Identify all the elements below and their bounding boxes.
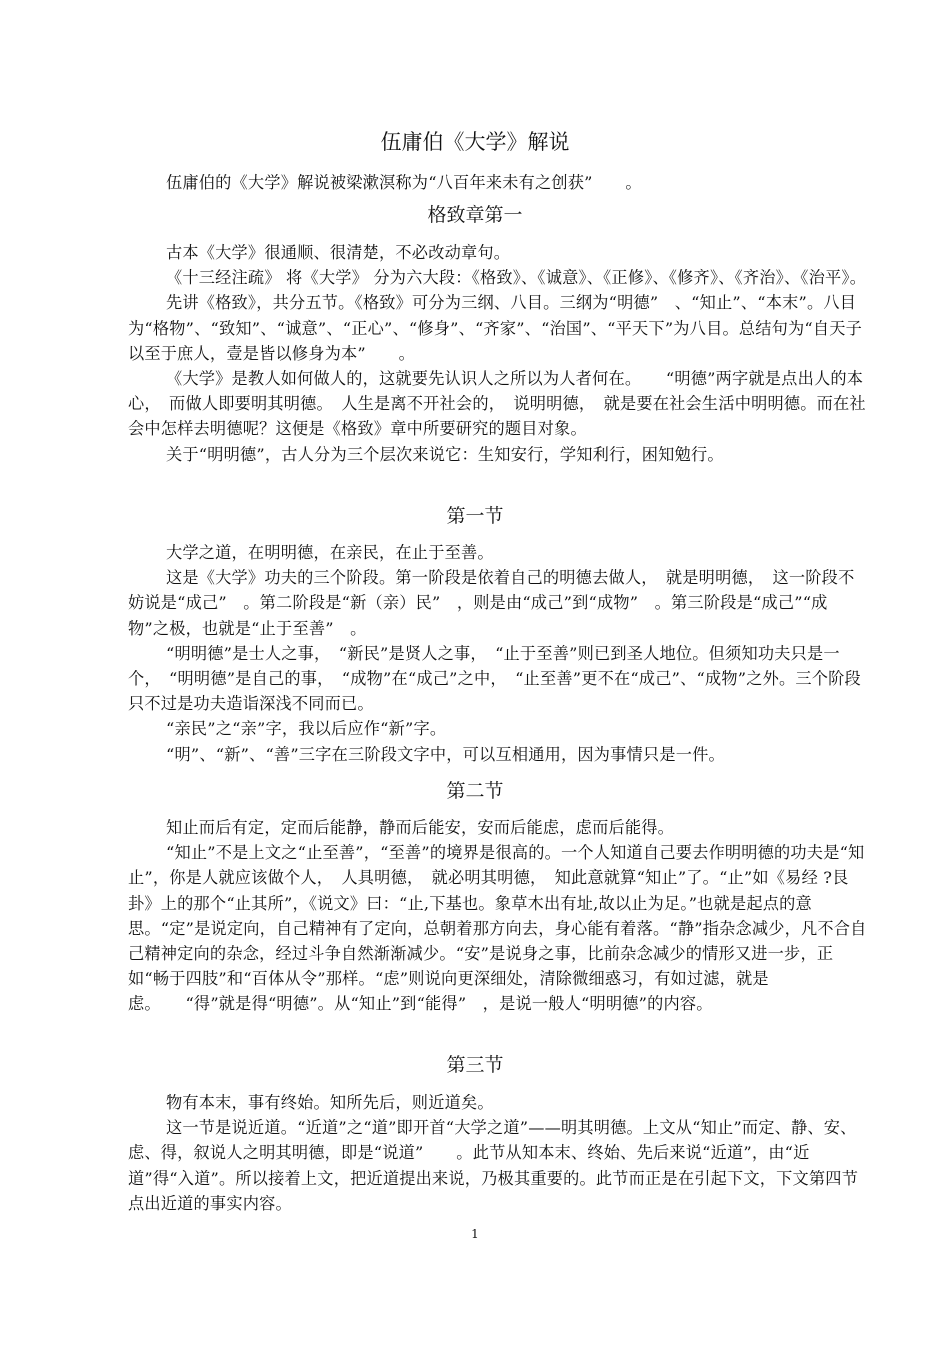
section-heading: 第三节 bbox=[446, 1054, 504, 1076]
paragraph: 大学之道，在明明德，在亲民，在止于至善。 bbox=[166, 543, 494, 562]
intro-paragraph: 伍庸伯的《大学》解说被梁漱溟称为“八百年来未有之创获” 。 bbox=[166, 173, 642, 192]
paragraph: 《大学》是教人如何做人的，这就要先认识人之所以为人者何在。 “明德”两字就是点出人的本心， 而做人即要明其明德。 人生是离不开社会的， 说明明德， 就是要在社会生活中明明德。而在社会中怎样去明德呢？这便是《格致》章中所要研究的题目对象。 bbox=[128, 369, 866, 439]
paragraph: 《十三经注疏》 将《大学》 分为六大段：《格致》、《诚意》、《正修》、《修齐》、《齐治》、《治平》。 bbox=[166, 268, 867, 288]
paragraph: “明明德”是士人之事， “新民”是贤人之事， “止于至善”则已到圣人地位。但须知功夫只是一个， “明明德”是自己的事， “成物”在“成己”之中， “止至善”更不在“成己”、“成物”之外。三个阶段只不过是功夫造诣深浅不同而已。 bbox=[128, 643, 861, 714]
paragraph: 先讲《格致》，共分五节。《格致》可分为三纲、八目。三纲为“明德” 、“知止”、“本末”。八目为“格物”、“致知”、“诚意”、“正心”、“修身”、“齐家”、“治国”、“平天下”为八目。总结句为“自天子以至于庶人，壹是皆以修身为本” 。 bbox=[128, 293, 863, 363]
paragraph: 知止而后有定，定而后能静，静而后能安，安而后能虑，虑而后能得。 bbox=[166, 818, 675, 837]
section-heading: 第二节 bbox=[446, 780, 504, 802]
paragraph: 物有本末，事有终始。知所先后，则近道矣。 bbox=[166, 1093, 494, 1112]
section-body bbox=[128, 1090, 868, 1216]
intro-block bbox=[128, 170, 868, 195]
paragraph: “知止”不是上文之“止至善”，“至善”的境界是很高的。一个人知道自己要去作明明德的功夫是“知止”，你是人就应该做个人， 人具明德， 就必明其明德， 知此意就算“知止”了。“止”如《易经 ?艮卦》上的那个“止其所”，《说文》曰：“止,下基也。象草木出有址,故以止为足。”也就是起点的意思。“定”是说定向，自己精神有了定向，总朝着那方向去，身心能有着落。“静”指杂念减少，凡不合自己精神定向的杂念，经过斗争自然渐渐减少。“安”是说身之事，比前杂念减少的情形又进一步，正如“畅于四肢”和“百体从令”那样。“虑”则说向更深细处，清除微细惑习，有如过滤，就是虑。 “得”就是得“明德”。从“知止”到“能得” ，是说一般人“明明德”的内容。 bbox=[128, 843, 867, 1014]
chapter-heading: 格致章第一 bbox=[427, 204, 523, 226]
document-title: 伍庸伯《大学》解说 bbox=[380, 130, 570, 154]
paragraph: 关于“明明德”，古人分为三个层次来说它：生知安行，学知利行，困知勉行。 bbox=[166, 444, 724, 464]
paragraph: 这是《大学》功夫的三个阶段。第一阶段是依着自己的明德去做人， 就是明明德， 这一阶段不妨说是“成己” 。第二阶段是“新（亲）民” ，则是由“成己”到“成物” 。第三阶段是“成己”“成物”之极，也就是“止于至善” 。 bbox=[128, 568, 855, 638]
section-body bbox=[128, 815, 868, 1017]
paragraph: 古本《大学》很通顺、很清楚，不必改动章句。 bbox=[166, 243, 511, 262]
paragraph: “亲民”之“亲”字，我以后应作“新”字。 bbox=[166, 719, 447, 739]
paragraph: 这一节是说近道。“近道”之“道”即开首“大学之道”——明其明德。上文从“知止”而定、静、安、虑、得，叙说人之明其明德，即是“说道” 。此节从知本末、终始、先后来说“近道”，由“近道”得“入道”。所以接着上文，把近道提出来说，乃极其重要的。此节而正是在引起下文，下文第四节点出近道的事实内容。 bbox=[128, 1118, 859, 1213]
section-heading: 第一节 bbox=[446, 505, 504, 527]
chapter-body bbox=[128, 240, 868, 467]
page-number: 1 bbox=[471, 1227, 479, 1241]
paragraph: “明”、“新”、“善”三字在三阶段文字中，可以互相通用，因为事情只是一件。 bbox=[166, 744, 725, 764]
section-body bbox=[128, 540, 868, 767]
